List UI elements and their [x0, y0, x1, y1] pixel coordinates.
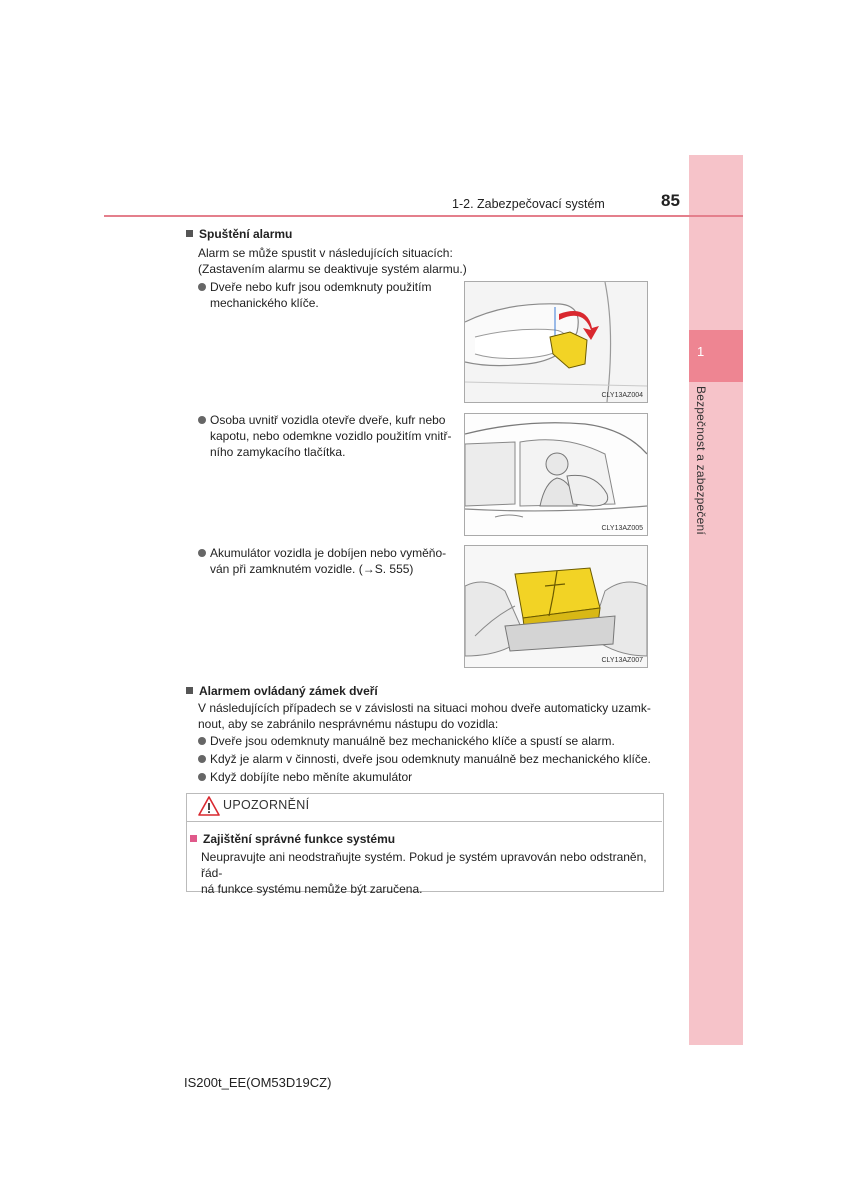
list-item: Když dobíjíte nebo měníte akumulátor	[198, 769, 412, 785]
figure-battery	[464, 545, 648, 668]
list-item: Dveře jsou odemknuty manuálně bez mechanického klíče a spustí se alarm.	[198, 733, 615, 749]
alarm-intro: Alarm se může spustit v následujících situacích: (Zastavením alarmu se deaktivuje systém alarmu.)	[198, 246, 467, 276]
round-bullet-icon	[198, 773, 206, 781]
list-item: Akumulátor vozidla je dobíjen nebo vyměňo- ván při zamknutém vozidle. (→S. 555)	[198, 545, 454, 577]
figure-code: CLY13AZ007	[601, 657, 643, 664]
warning-heading: Zajištění správné funkce systému	[190, 832, 395, 846]
warning-body: Neupravujte ani neodstraňujte systém. Pokud je systém upravován nebo odstraněn, řád- ná funkce systému nemůže být zaručena.	[201, 850, 647, 896]
list-item: Když je alarm v činnosti, dveře jsou odemknuty manuálně bez mechanického klíče.	[198, 751, 651, 767]
square-bullet-icon	[186, 687, 193, 694]
square-bullet-icon	[186, 230, 193, 237]
round-bullet-icon	[198, 737, 206, 745]
square-bullet-icon	[190, 835, 197, 842]
figure-person-inside-car	[464, 413, 648, 536]
warning-triangle-icon	[198, 796, 220, 816]
figure-code: CLY13AZ005	[601, 525, 643, 532]
list-item: Osoba uvnitř vozidla otevře dveře, kufr nebo kapotu, nebo odemkne vozidlo použitím vnitř- ního zamykacího tlačítka.	[198, 412, 454, 460]
page-number: 85	[661, 191, 680, 210]
model-code: IS200t_EE(OM53D19CZ)	[184, 1075, 332, 1090]
list-item: Dveře nebo kufr jsou odemknuty použitím mechanického klíče.	[198, 279, 454, 311]
alarm-heading: Spuštění alarmu	[186, 227, 292, 241]
chapter-number: 1	[697, 344, 705, 359]
round-bullet-icon	[198, 755, 206, 763]
figure-door-key	[464, 281, 648, 403]
header-rule	[104, 215, 743, 217]
chapter-side-tab	[689, 155, 743, 1045]
figure-code: CLY13AZ004	[601, 392, 643, 399]
warning-title: UPOZORNĚNÍ	[223, 798, 310, 812]
round-bullet-icon	[198, 549, 206, 557]
round-bullet-icon	[198, 283, 206, 291]
section-title: 1-2. Zabezpečovací systém	[452, 197, 605, 211]
lock-intro: V následujících případech se v závislosti na situaci mohou dveře automaticky uzamk- nout, aby se zabránilo nesprávnému nástupu do vozidla:	[198, 701, 651, 731]
round-bullet-icon	[198, 416, 206, 424]
chapter-title: Bezpečnost a zabezpečení	[694, 386, 708, 535]
lock-heading: Alarmem ovládaný zámek dveří	[186, 684, 378, 698]
